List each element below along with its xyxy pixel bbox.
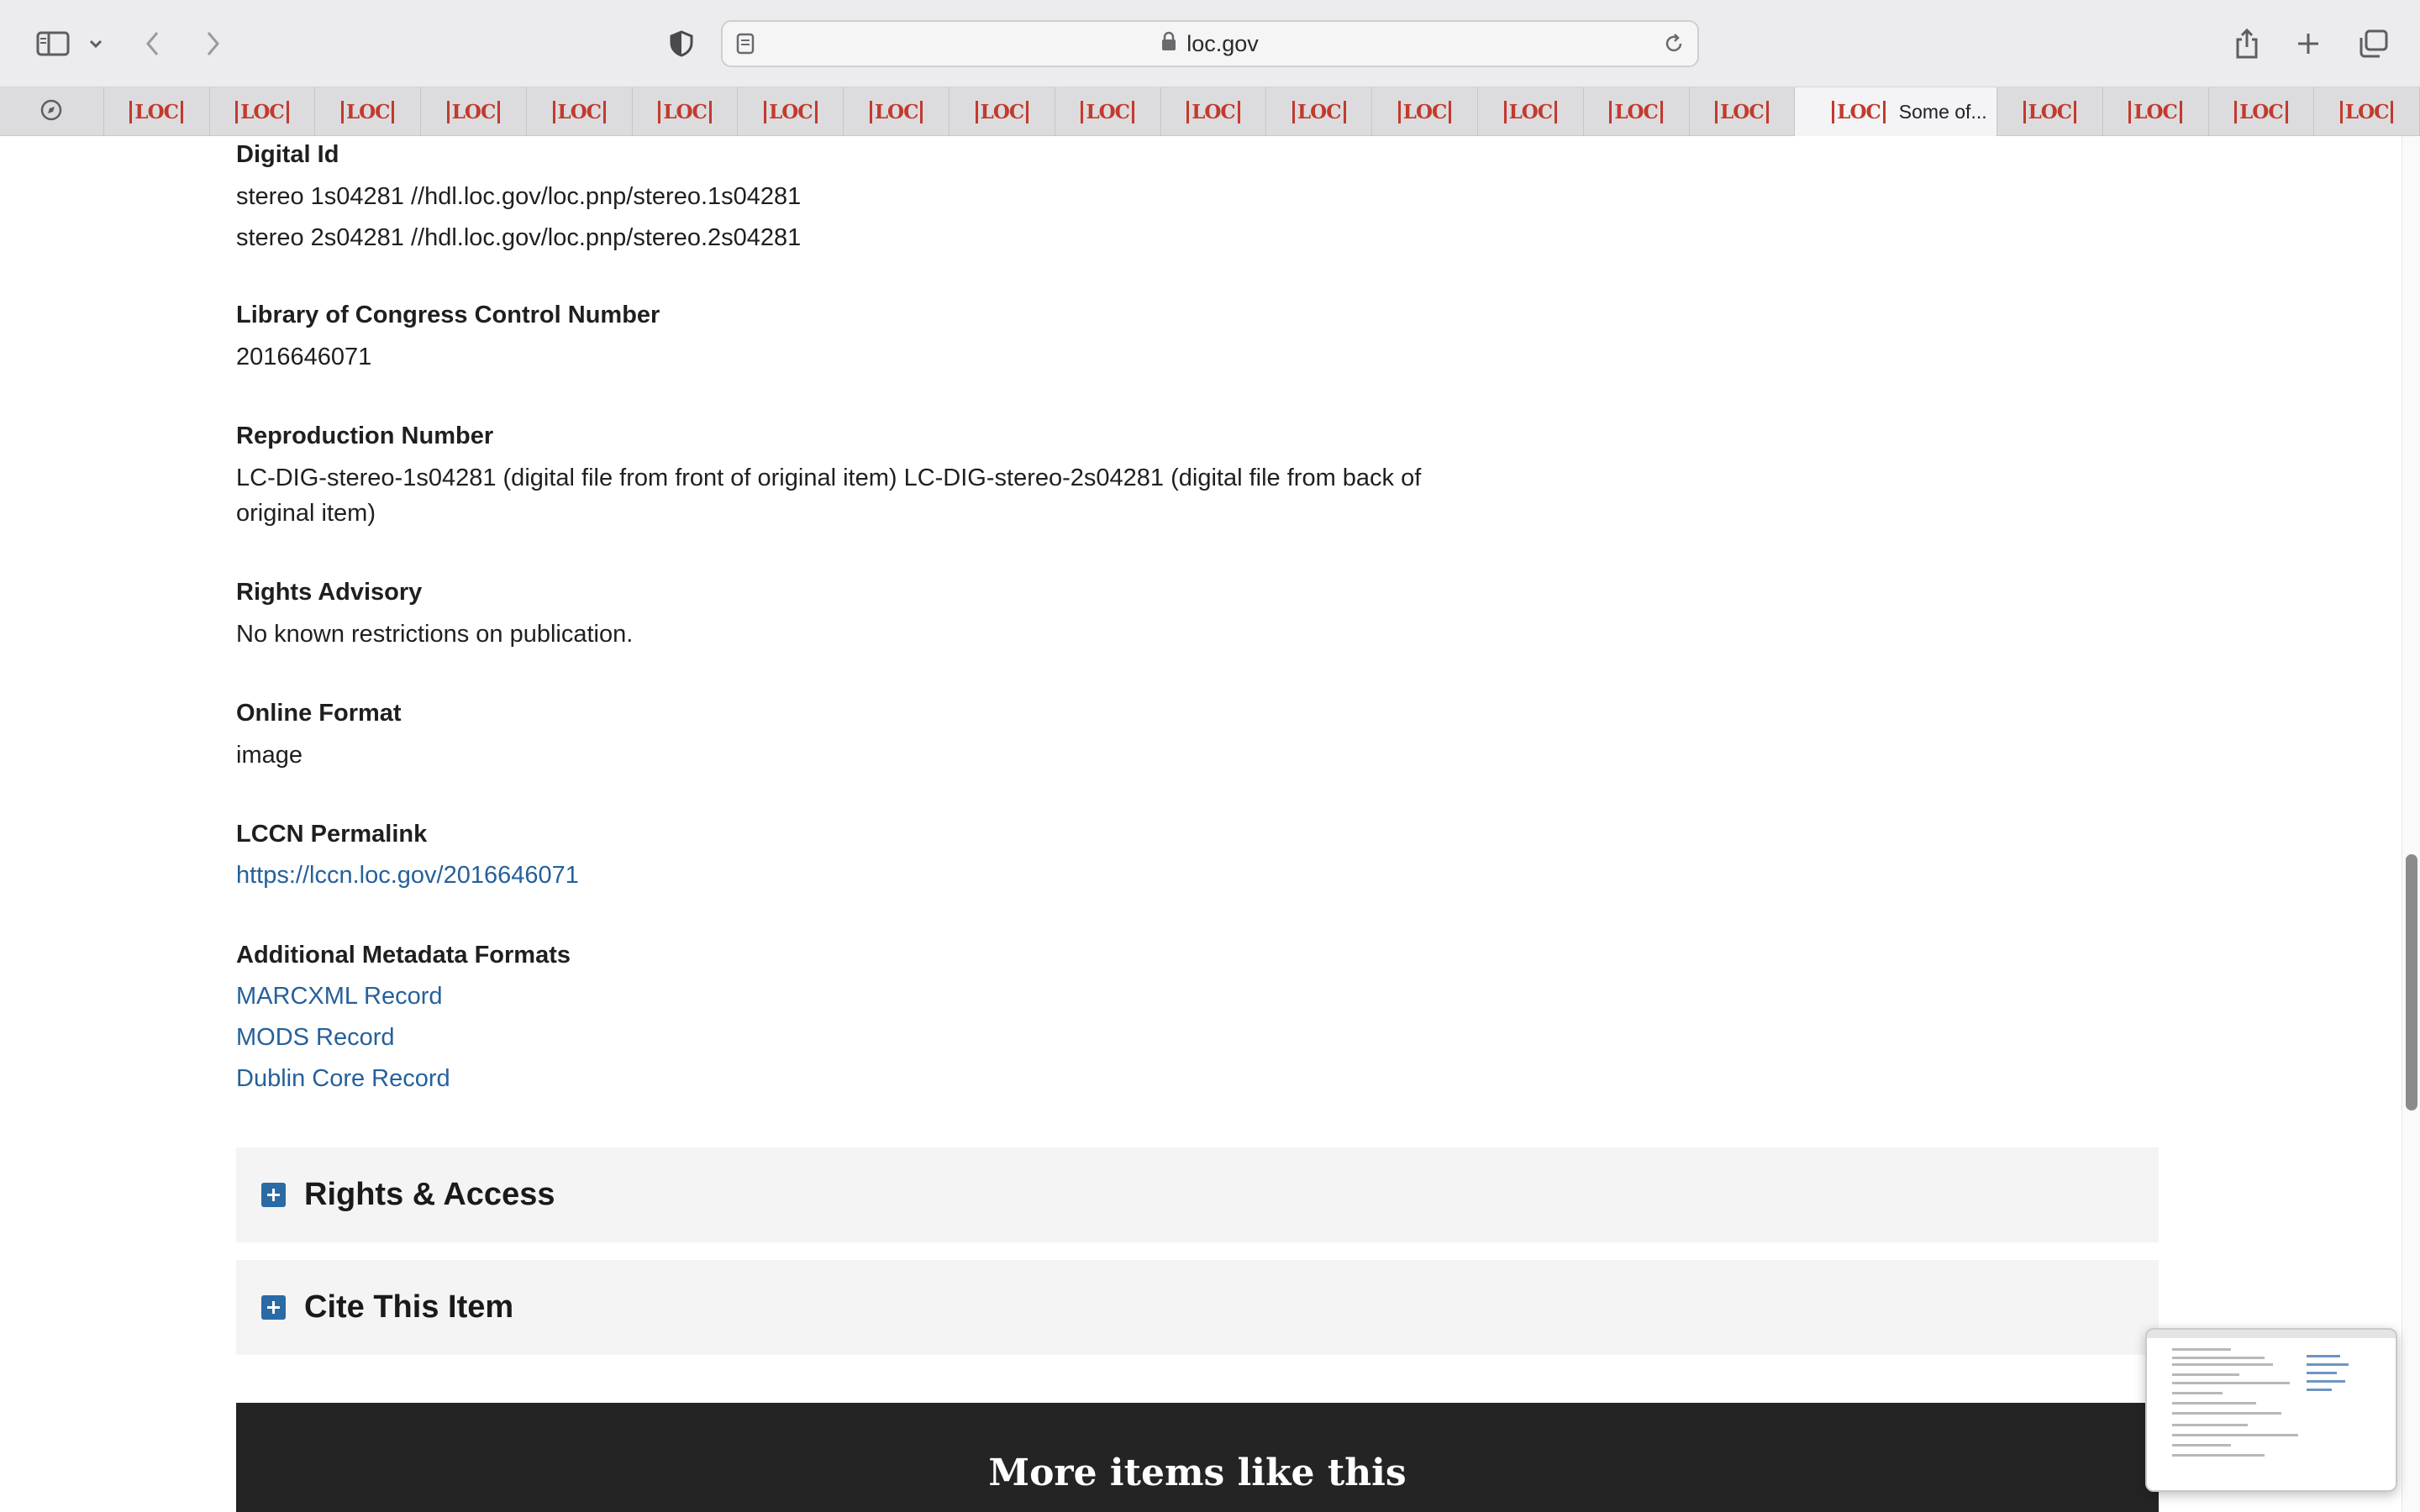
field-label: Reproduction Number <box>236 423 494 449</box>
tab-loc-20[interactable] <box>2314 87 2420 136</box>
field-value: stereo 1s04281 //hdl.loc.gov/loc.pnp/stereo.1s04281 <box>236 183 802 210</box>
address-url: loc.gov <box>1186 30 1259 56</box>
permalink-link[interactable]: https://lccn.loc.gov/2016646071 <box>236 862 579 889</box>
loc-favicon-icon: LOC <box>2340 101 2394 123</box>
loc-favicon-icon: LOC <box>1186 101 1240 123</box>
mods-record-link[interactable]: MODS Record <box>236 1024 395 1051</box>
tab-loc-5[interactable] <box>527 87 633 136</box>
loc-favicon-icon: LOC <box>341 101 395 123</box>
tab-loc-15[interactable] <box>1584 87 1690 136</box>
loc-favicon-icon: LOC <box>553 101 607 123</box>
tab-loc-12[interactable] <box>1266 87 1372 136</box>
vertical-scrollbar[interactable] <box>2402 136 2420 1512</box>
compass-icon <box>40 99 62 125</box>
loc-favicon-icon: LOC <box>1504 101 1558 123</box>
loc-favicon-icon: LOC <box>447 101 501 123</box>
tab-overview-icon[interactable] <box>2354 22 2391 66</box>
field-value: LC-DIG-stereo-1s04281 (digital file from front of original item) LC-DIG-stereo-2s04281 (digital file from back of original item) <box>236 465 1422 527</box>
tab-loc-6[interactable] <box>633 87 739 136</box>
field-online-format <box>236 696 1455 773</box>
tab-loc-9[interactable] <box>950 87 1055 136</box>
new-tab-icon[interactable] <box>2291 22 2325 66</box>
field-label: Library of Congress Control Number <box>236 302 660 328</box>
tab-bar <box>0 87 2420 136</box>
field-value: 2016646071 <box>236 344 372 370</box>
field-value: image <box>236 742 302 769</box>
chevron-down-icon[interactable] <box>84 22 108 66</box>
loc-favicon-icon: LOC <box>1715 101 1769 123</box>
browser-toolbar <box>0 0 2420 87</box>
loc-favicon-icon: LOC <box>2234 101 2288 123</box>
tab-loc-4[interactable] <box>421 87 527 136</box>
field-label: Additional Metadata Formats <box>236 942 571 969</box>
tab-loc-2[interactable] <box>210 87 316 136</box>
field-rights-advisory <box>236 575 1455 652</box>
field-label: LCCN Permalink <box>236 821 428 848</box>
tab-loc-18[interactable] <box>2103 87 2209 136</box>
loc-favicon-icon: LOC <box>1832 101 1886 123</box>
address-bar[interactable] <box>721 20 1699 67</box>
accordion-title: Rights & Access <box>304 1177 555 1212</box>
sidebar-toggle-icon[interactable] <box>32 22 74 66</box>
expand-plus-icon[interactable] <box>261 1183 286 1207</box>
loc-favicon-icon: LOC <box>2128 101 2182 123</box>
tab-loc-1[interactable] <box>104 87 210 136</box>
forward-arrow-icon[interactable] <box>198 22 227 66</box>
loc-favicon-icon: LOC <box>1081 101 1134 123</box>
loc-favicon-icon: LOC <box>1292 101 1346 123</box>
tab-start-page[interactable] <box>0 87 104 136</box>
field-lccn <box>236 298 1455 375</box>
loc-favicon-icon: LOC <box>2023 101 2077 123</box>
tab-loc-19[interactable] <box>2209 87 2315 136</box>
accordion-title: Cite This Item <box>304 1289 514 1325</box>
tab-loc-3[interactable] <box>315 87 421 136</box>
loc-favicon-icon: LOC <box>1398 101 1452 123</box>
field-digital-id <box>236 138 1455 255</box>
dublin-core-record-link[interactable]: Dublin Core Record <box>236 1065 450 1092</box>
field-value: stereo 2s04281 //hdl.loc.gov/loc.pnp/stereo.2s04281 <box>236 224 802 251</box>
scrollbar-thumb[interactable] <box>2406 854 2417 1110</box>
marcxml-record-link[interactable]: MARCXML Record <box>236 983 443 1010</box>
expand-plus-icon[interactable] <box>261 1295 286 1320</box>
tab-loc-14[interactable] <box>1478 87 1584 136</box>
field-label: Rights Advisory <box>236 579 423 606</box>
tab-loc-8[interactable] <box>844 87 950 136</box>
loc-favicon-icon: LOC <box>870 101 923 123</box>
cite-this-item-accordion[interactable] <box>236 1260 2159 1355</box>
back-arrow-icon[interactable] <box>139 22 167 66</box>
field-label: Digital Id <box>236 141 339 168</box>
loc-favicon-icon: LOC <box>129 101 183 123</box>
field-metadata-formats <box>236 938 1455 1100</box>
tab-loc-7[interactable] <box>738 87 844 136</box>
share-icon[interactable] <box>2230 22 2264 66</box>
field-lccn-permalink <box>236 817 1455 896</box>
tab-loc-16[interactable] <box>1690 87 1796 136</box>
tab-loc-13[interactable] <box>1372 87 1478 136</box>
rights-access-accordion[interactable] <box>236 1147 2159 1242</box>
tab-active[interactable] <box>1795 87 1997 136</box>
loc-favicon-icon: LOC <box>976 101 1029 123</box>
tab-loc-11[interactable] <box>1161 87 1267 136</box>
field-reproduction-number <box>236 419 1455 531</box>
loc-favicon-icon: LOC <box>235 101 289 123</box>
active-tab-title: Some of... <box>1898 100 1987 123</box>
page-thumbnail-preview[interactable] <box>2145 1328 2397 1492</box>
reload-icon[interactable] <box>1662 32 1686 60</box>
tab-loc-17[interactable] <box>1997 87 2103 136</box>
privacy-shield-icon[interactable] <box>666 22 697 66</box>
tab-loc-10[interactable] <box>1055 87 1161 136</box>
field-label: Online Format <box>236 700 402 727</box>
lock-icon <box>1161 31 1176 57</box>
loc-favicon-icon: LOC <box>658 101 712 123</box>
more-items-section <box>236 1403 2159 1512</box>
loc-favicon-icon: LOC <box>1609 101 1663 123</box>
field-value: No known restrictions on publication. <box>236 621 634 648</box>
page-content <box>0 136 2403 1512</box>
loc-favicon-icon: LOC <box>764 101 818 123</box>
more-items-heading: More items like this <box>988 1452 1407 1494</box>
